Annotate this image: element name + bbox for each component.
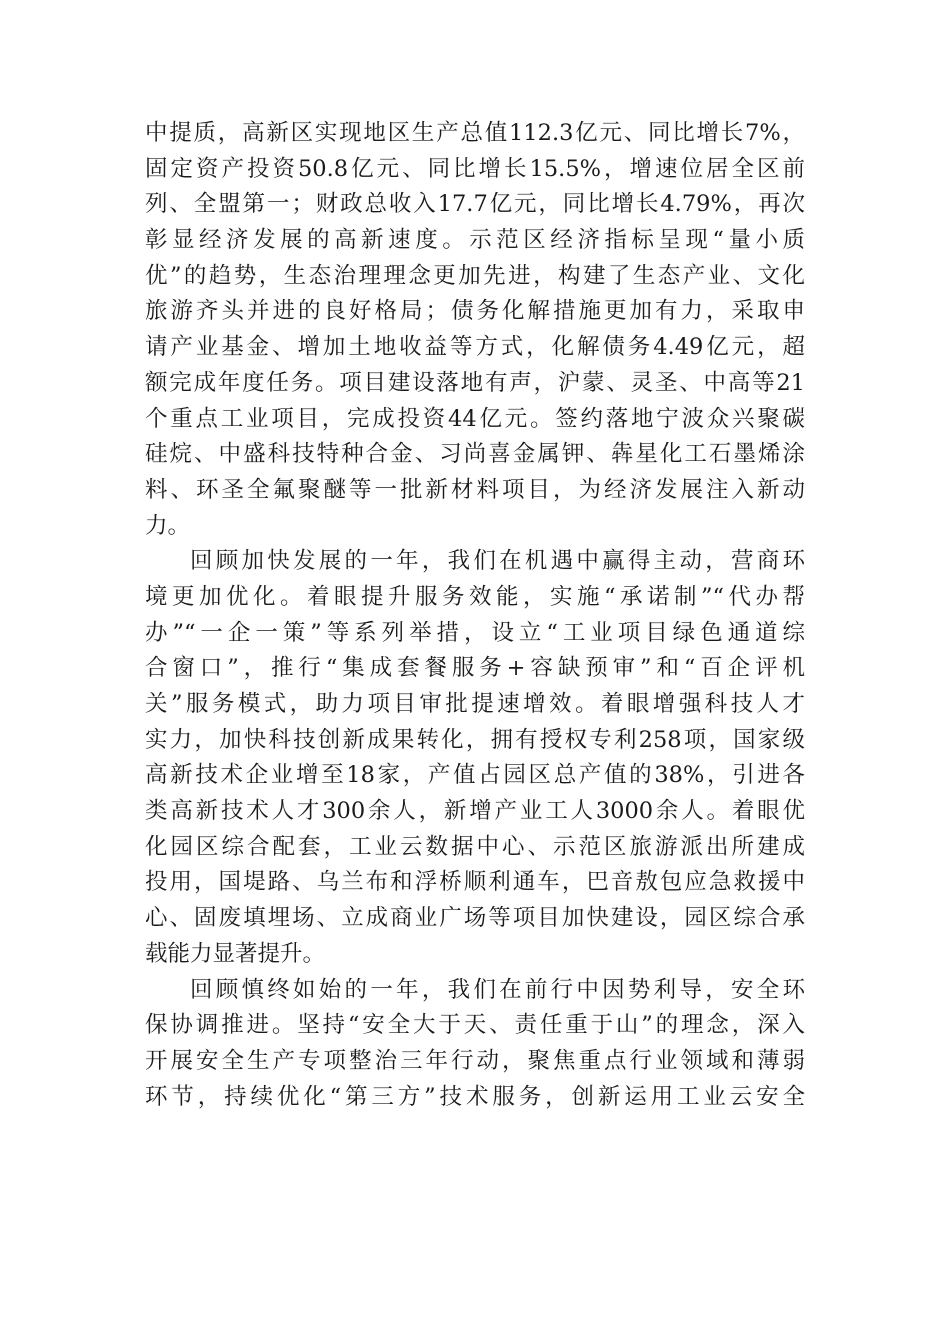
text-line: 合窗口”，推行“集成套餐服务+容缺预审”和“百企评机: [145, 655, 805, 682]
text-line: 回顾慎终如始的一年，我们在前行中因势利导，安全环: [190, 976, 805, 1003]
text-line: 心、固废填埋场、立成商业广场等项目加快建设，园区综合承: [145, 905, 805, 932]
text-line: 载能力显著提升。: [145, 940, 326, 967]
text-line: 中提质，高新区实现地区生产总值112.3亿元、同比增长7%，: [145, 120, 805, 146]
text-line: 彰显经济发展的高新速度。示范区经济指标呈现“量小质: [145, 227, 805, 254]
text-line: 保协调推进。坚持“安全大于天、责任重于山”的理念，深入: [145, 1012, 805, 1039]
text-line: 料、环圣全氟聚醚等一批新材料项目，为经济发展注入新动: [145, 476, 805, 503]
text-line: 旅游齐头并进的良好格局；债务化解措施更加有力，采取申: [145, 298, 805, 325]
document-body: [145, 116, 805, 1115]
text-line: 硅烷、中盛科技特种合金、习尚喜金属钾、犇星化工石墨烯涂: [145, 441, 805, 468]
paragraph: [145, 544, 805, 972]
paragraph: [145, 116, 805, 544]
text-line: 关”服务模式，助力项目审批提速增效。着眼增强科技人才: [145, 691, 805, 717]
text-line: 固定资产投资50.8亿元、同比增长15.5%，增速位居全区前: [145, 155, 805, 182]
text-line: 化园区综合配套，工业云数据中心、示范区旅游派出所建成: [145, 833, 805, 860]
text-line: 投用，国堤路、乌兰布和浮桥顺利通车，巴音敖包应急救援中: [145, 869, 805, 896]
text-line: 高新技术企业增至18家，产值占园区总产值的38%，引进各: [145, 762, 805, 789]
text-line: 开展安全生产专项整治三年行动，聚焦重点行业领域和薄弱: [145, 1047, 805, 1074]
text-line: 境更加优化。着眼提升服务效能，实施“承诺制”“代办帮: [145, 583, 805, 610]
text-line: 优”的趋势，生态治理理念更加先进，构建了生态产业、文化: [145, 262, 805, 289]
paragraph: [145, 973, 805, 1116]
text-line: 个重点工业项目，完成投资44亿元。签约落地宁波众兴聚碳: [145, 405, 805, 432]
text-line: 环节，持续优化“第三方”技术服务，创新运用工业云安全: [145, 1083, 805, 1110]
text-line: 回顾加快发展的一年，我们在机遇中赢得主动，营商环: [190, 548, 805, 575]
text-line: 请产业基金、增加土地收益等方式，化解债务4.49亿元，超: [145, 334, 805, 361]
text-line: 实力，加快科技创新成果转化，拥有授权专利258项，国家级: [145, 726, 805, 753]
text-line: 类高新技术人才300余人，新增产业工人3000余人。着眼优: [145, 798, 805, 825]
text-line: 力。: [145, 512, 191, 539]
text-line: 列、全盟第一；财政总收入17.7亿元，同比增长4.79%，再次: [145, 191, 805, 218]
text-line: 办”“一企一策”等系列举措，设立“工业项目绿色通道综: [145, 619, 805, 646]
text-line: 额完成年度任务。项目建设落地有声，沪蒙、灵圣、中高等21: [145, 369, 805, 396]
